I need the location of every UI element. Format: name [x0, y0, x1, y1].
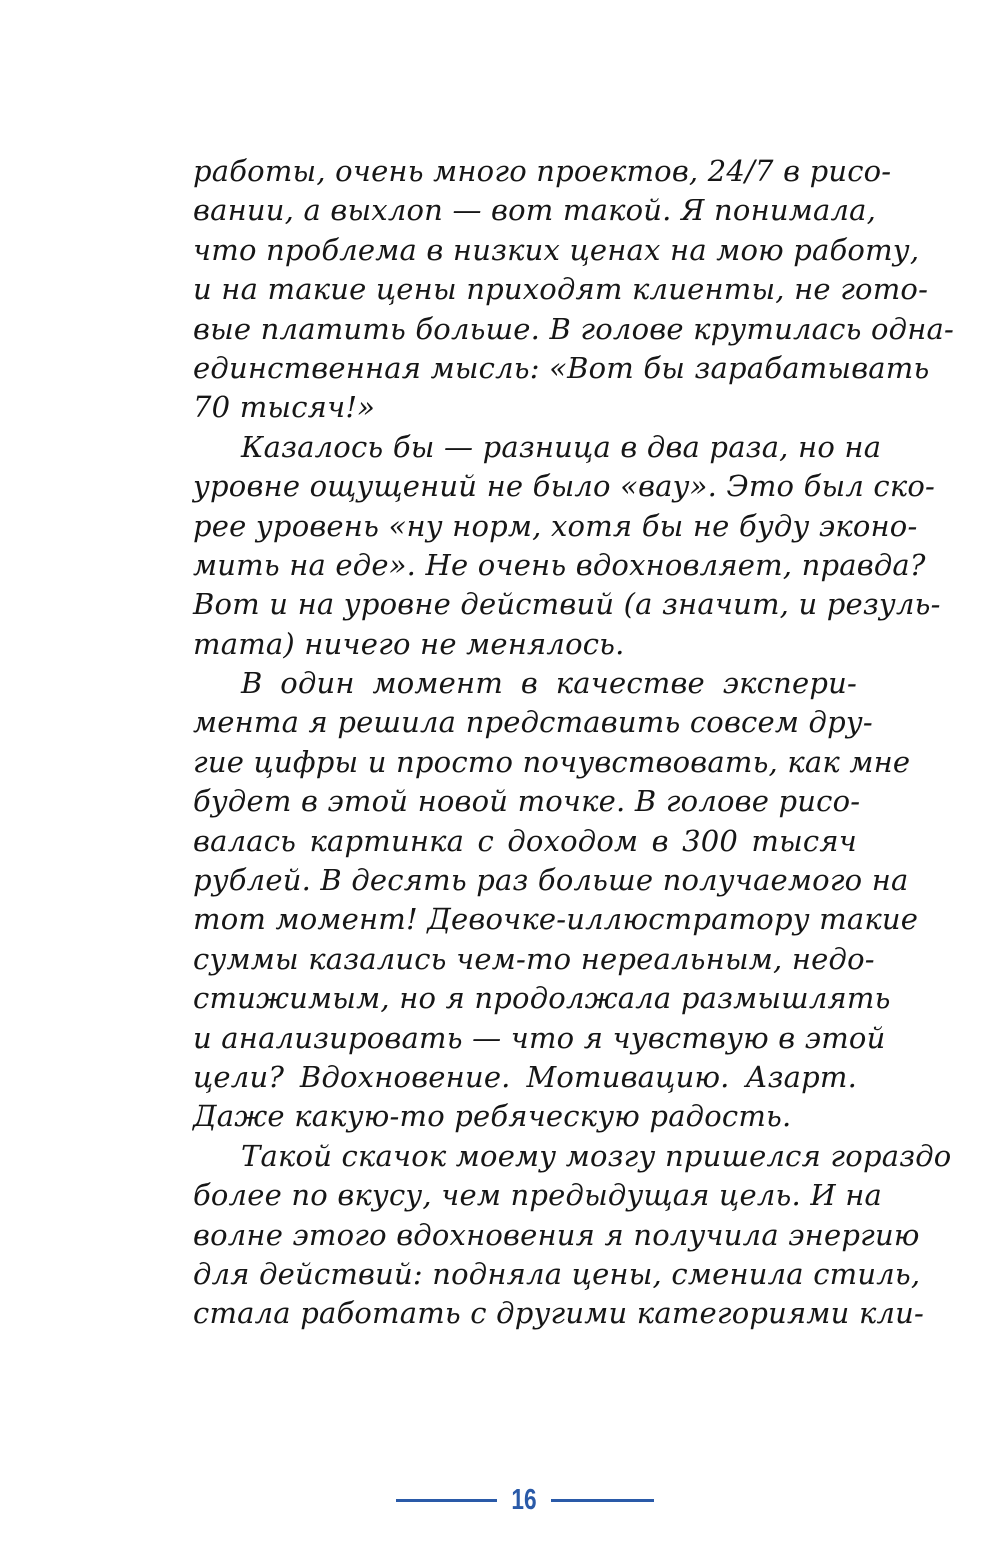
text-line: гие цифры и просто почувствовать, как мне	[193, 744, 911, 779]
text-line: более по вкусу, чем предыдущая цель. И на	[193, 1178, 883, 1213]
page-number: 16	[511, 1484, 537, 1516]
text-line: и анализировать — что я чувствую в этой	[193, 1020, 886, 1055]
text-line: рее уровень «ну норм, хотя бы не буду эконо-	[193, 508, 918, 543]
text-line: валась картинка с доходом в 300 тысяч	[193, 823, 857, 858]
text-line: цели? Вдохновение. Мотивацию. Азарт.	[193, 1059, 857, 1094]
paragraph-start-line: Такой скачок моему мозгу пришелся гораздо	[241, 1138, 952, 1173]
body-text	[193, 152, 955, 1334]
footer-rule-right	[551, 1499, 654, 1502]
page-footer	[396, 1485, 654, 1515]
text-line: тата) ничего не менялось.	[193, 626, 625, 661]
text-line: мента я решила представить совсем дру-	[193, 705, 873, 740]
text-line: что проблема в низких ценах на мою работу,	[193, 232, 920, 267]
text-line: уровне ощущений не было «вау». Это был ско-	[193, 469, 936, 504]
text-line: и на такие цены приходят клиенты, не гото-	[193, 272, 929, 307]
text-line: рублей. В десять раз больше получаемого на	[193, 863, 909, 898]
text-line: суммы казались чем-то нереальным, недо-	[193, 941, 875, 976]
text-line: единственная мысль: «Вот бы зарабатывать	[193, 350, 930, 385]
text-line: стижимым, но я продолжала размышлять	[193, 981, 891, 1016]
paragraph-start-line: В один момент в качестве экспери-	[241, 666, 857, 701]
text-line: волне этого вдохновения я получила энергию	[193, 1217, 920, 1252]
text-line: для действий: подняла цены, сменила стиль,	[193, 1256, 921, 1291]
footer-rule-left	[396, 1499, 497, 1502]
text-line: 70 тысяч!»	[193, 390, 376, 425]
text-line: Даже какую-то ребяческую радость.	[193, 1099, 792, 1134]
text-line: работы, очень много проектов, 24/7 в рисо-	[193, 154, 892, 188]
text-line: стала работать с другими категориями кли-	[193, 1296, 925, 1331]
text-line: вании, а выхлоп — вот такой. Я понимала,	[193, 193, 877, 228]
text-line: вые платить больше. В голове крутилась одна-	[193, 311, 955, 346]
text-line: мить на еде». Не очень вдохновляет, правда?	[193, 547, 926, 582]
paragraph-start-line: Казалось бы — разница в два раза, но на	[241, 429, 882, 464]
text-line: тот момент! Девочке-иллюстратору такие	[193, 902, 919, 937]
text-line: будет в этой новой точке. В голове рисо-	[193, 784, 861, 819]
text-line: Вот и на уровне действий (а значит, и резуль-	[193, 587, 941, 622]
